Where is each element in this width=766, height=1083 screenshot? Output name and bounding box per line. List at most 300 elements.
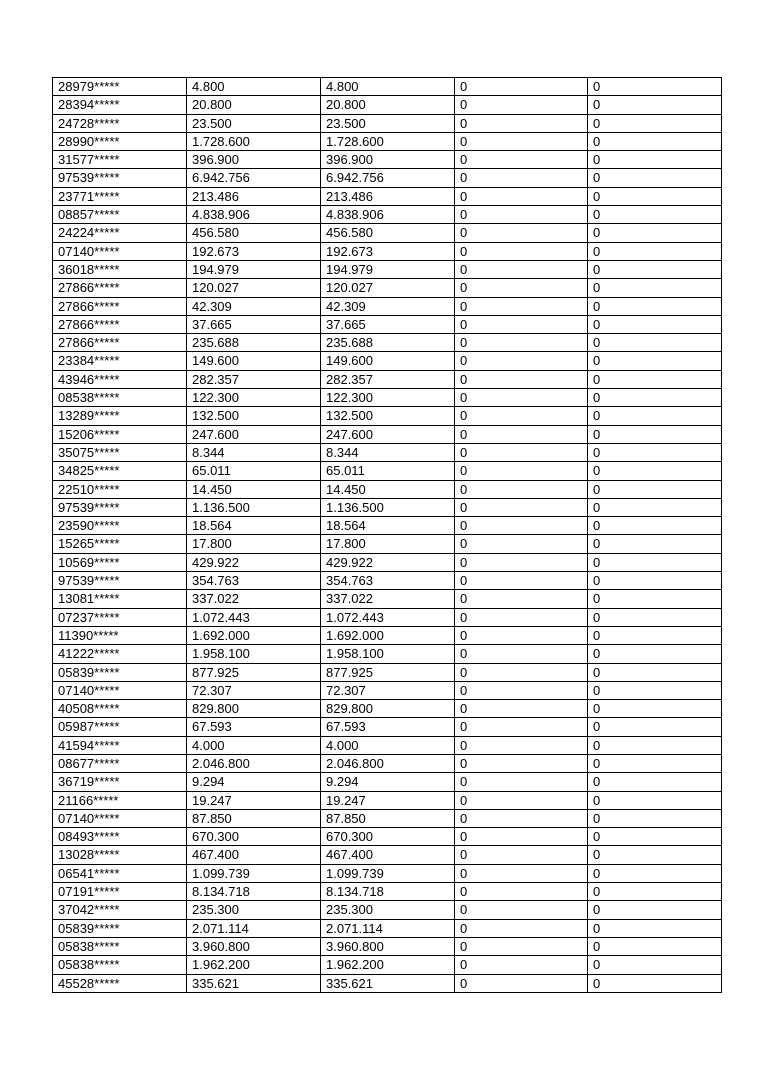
amount-cell: 2.046.800	[187, 754, 321, 772]
table-row	[53, 425, 722, 443]
zero-cell-b: 0	[588, 663, 722, 681]
amount-cell: 9.294	[187, 773, 321, 791]
zero-cell-a: 0	[455, 754, 588, 772]
table-row	[53, 937, 722, 955]
zero-cell-b: 0	[588, 956, 722, 974]
id-cell: 22510*****	[53, 480, 187, 498]
id-cell: 40508*****	[53, 700, 187, 718]
id-cell: 13289*****	[53, 407, 187, 425]
zero-cell-a: 0	[455, 462, 588, 480]
zero-cell-b: 0	[588, 864, 722, 882]
amount-copy-cell: 213.486	[321, 187, 455, 205]
amount-copy-cell: 192.673	[321, 242, 455, 260]
id-cell: 08677*****	[53, 754, 187, 772]
amount-cell: 1.072.443	[187, 608, 321, 626]
zero-cell-b: 0	[588, 736, 722, 754]
amount-cell: 1.728.600	[187, 132, 321, 150]
amount-copy-cell: 2.046.800	[321, 754, 455, 772]
id-cell: 10569*****	[53, 553, 187, 571]
zero-cell-a: 0	[455, 901, 588, 919]
zero-cell-a: 0	[455, 315, 588, 333]
amount-cell: 1.136.500	[187, 498, 321, 516]
amount-copy-cell: 354.763	[321, 572, 455, 590]
table-row	[53, 443, 722, 461]
amount-copy-cell: 4.800	[321, 78, 455, 96]
zero-cell-b: 0	[588, 260, 722, 278]
amount-cell: 4.000	[187, 736, 321, 754]
table-row	[53, 791, 722, 809]
zero-cell-b: 0	[588, 242, 722, 260]
zero-cell-a: 0	[455, 681, 588, 699]
zero-cell-a: 0	[455, 608, 588, 626]
amount-cell: 1.962.200	[187, 956, 321, 974]
amount-cell: 1.958.100	[187, 645, 321, 663]
id-cell: 06541*****	[53, 864, 187, 882]
id-cell: 07140*****	[53, 681, 187, 699]
amount-copy-cell: 429.922	[321, 553, 455, 571]
amount-cell: 72.307	[187, 681, 321, 699]
zero-cell-a: 0	[455, 169, 588, 187]
table-row	[53, 242, 722, 260]
table-row	[53, 974, 722, 992]
zero-cell-b: 0	[588, 187, 722, 205]
zero-cell-a: 0	[455, 206, 588, 224]
table-row	[53, 626, 722, 644]
amount-copy-cell: 335.621	[321, 974, 455, 992]
amount-cell: 8.134.718	[187, 883, 321, 901]
table-row	[53, 572, 722, 590]
zero-cell-a: 0	[455, 535, 588, 553]
amount-cell: 192.673	[187, 242, 321, 260]
id-cell: 27866*****	[53, 279, 187, 297]
zero-cell-a: 0	[455, 480, 588, 498]
zero-cell-a: 0	[455, 791, 588, 809]
zero-cell-a: 0	[455, 626, 588, 644]
table-row	[53, 828, 722, 846]
amount-copy-cell: 670.300	[321, 828, 455, 846]
amount-copy-cell: 829.800	[321, 700, 455, 718]
amount-cell: 235.688	[187, 334, 321, 352]
zero-cell-b: 0	[588, 407, 722, 425]
zero-cell-a: 0	[455, 553, 588, 571]
amount-copy-cell: 1.099.739	[321, 864, 455, 882]
zero-cell-a: 0	[455, 590, 588, 608]
zero-cell-b: 0	[588, 279, 722, 297]
amount-cell: 132.500	[187, 407, 321, 425]
zero-cell-b: 0	[588, 919, 722, 937]
id-cell: 08857*****	[53, 206, 187, 224]
table-row	[53, 169, 722, 187]
zero-cell-b: 0	[588, 608, 722, 626]
table-row	[53, 645, 722, 663]
id-cell: 27866*****	[53, 334, 187, 352]
zero-cell-b: 0	[588, 572, 722, 590]
zero-cell-a: 0	[455, 736, 588, 754]
id-cell: 07191*****	[53, 883, 187, 901]
id-cell: 24224*****	[53, 224, 187, 242]
amount-copy-cell: 282.357	[321, 370, 455, 388]
table-row	[53, 407, 722, 425]
id-cell: 05838*****	[53, 956, 187, 974]
zero-cell-a: 0	[455, 260, 588, 278]
amount-cell: 1.099.739	[187, 864, 321, 882]
id-cell: 97539*****	[53, 498, 187, 516]
id-cell: 35075*****	[53, 443, 187, 461]
amount-cell: 282.357	[187, 370, 321, 388]
id-cell: 28990*****	[53, 132, 187, 150]
table-row	[53, 553, 722, 571]
amount-cell: 122.300	[187, 389, 321, 407]
amount-copy-cell: 456.580	[321, 224, 455, 242]
amount-copy-cell: 247.600	[321, 425, 455, 443]
amount-cell: 354.763	[187, 572, 321, 590]
zero-cell-b: 0	[588, 974, 722, 992]
zero-cell-a: 0	[455, 370, 588, 388]
amount-copy-cell: 235.688	[321, 334, 455, 352]
zero-cell-b: 0	[588, 718, 722, 736]
zero-cell-b: 0	[588, 132, 722, 150]
zero-cell-a: 0	[455, 919, 588, 937]
id-cell: 43946*****	[53, 370, 187, 388]
zero-cell-a: 0	[455, 974, 588, 992]
amount-copy-cell: 65.011	[321, 462, 455, 480]
amount-cell: 429.922	[187, 553, 321, 571]
id-cell: 28394*****	[53, 96, 187, 114]
amount-cell: 456.580	[187, 224, 321, 242]
zero-cell-b: 0	[588, 169, 722, 187]
amount-cell: 247.600	[187, 425, 321, 443]
zero-cell-b: 0	[588, 681, 722, 699]
amount-copy-cell: 467.400	[321, 846, 455, 864]
amount-copy-cell: 1.136.500	[321, 498, 455, 516]
amount-cell: 467.400	[187, 846, 321, 864]
zero-cell-b: 0	[588, 352, 722, 370]
table-row	[53, 132, 722, 150]
table-row	[53, 663, 722, 681]
zero-cell-b: 0	[588, 206, 722, 224]
id-cell: 24728*****	[53, 114, 187, 132]
zero-cell-a: 0	[455, 846, 588, 864]
id-cell: 23384*****	[53, 352, 187, 370]
zero-cell-a: 0	[455, 498, 588, 516]
zero-cell-b: 0	[588, 517, 722, 535]
zero-cell-a: 0	[455, 828, 588, 846]
zero-cell-a: 0	[455, 114, 588, 132]
amount-copy-cell: 235.300	[321, 901, 455, 919]
zero-cell-a: 0	[455, 96, 588, 114]
zero-cell-b: 0	[588, 78, 722, 96]
amount-copy-cell: 120.027	[321, 279, 455, 297]
amount-copy-cell: 20.800	[321, 96, 455, 114]
table-row	[53, 260, 722, 278]
zero-cell-b: 0	[588, 315, 722, 333]
amount-copy-cell: 87.850	[321, 809, 455, 827]
id-cell: 97539*****	[53, 169, 187, 187]
amount-cell: 213.486	[187, 187, 321, 205]
table-body	[53, 78, 722, 993]
table-row	[53, 462, 722, 480]
table-row	[53, 919, 722, 937]
zero-cell-b: 0	[588, 645, 722, 663]
amount-copy-cell: 1.692.000	[321, 626, 455, 644]
id-cell: 41594*****	[53, 736, 187, 754]
amount-cell: 37.665	[187, 315, 321, 333]
table-row	[53, 187, 722, 205]
amount-cell: 877.925	[187, 663, 321, 681]
zero-cell-b: 0	[588, 846, 722, 864]
zero-cell-a: 0	[455, 151, 588, 169]
id-cell: 15265*****	[53, 535, 187, 553]
amount-cell: 14.450	[187, 480, 321, 498]
id-cell: 05839*****	[53, 663, 187, 681]
amount-copy-cell: 122.300	[321, 389, 455, 407]
zero-cell-a: 0	[455, 224, 588, 242]
data-table	[52, 77, 722, 993]
amount-cell: 337.022	[187, 590, 321, 608]
zero-cell-a: 0	[455, 700, 588, 718]
amount-copy-cell: 1.072.443	[321, 608, 455, 626]
amount-cell: 1.692.000	[187, 626, 321, 644]
zero-cell-a: 0	[455, 572, 588, 590]
id-cell: 05839*****	[53, 919, 187, 937]
zero-cell-a: 0	[455, 78, 588, 96]
zero-cell-b: 0	[588, 96, 722, 114]
amount-copy-cell: 67.593	[321, 718, 455, 736]
zero-cell-b: 0	[588, 828, 722, 846]
table-row	[53, 681, 722, 699]
zero-cell-a: 0	[455, 279, 588, 297]
id-cell: 07140*****	[53, 809, 187, 827]
table-row	[53, 736, 722, 754]
amount-cell: 4.800	[187, 78, 321, 96]
amount-cell: 120.027	[187, 279, 321, 297]
zero-cell-a: 0	[455, 517, 588, 535]
amount-cell: 335.621	[187, 974, 321, 992]
table-row	[53, 754, 722, 772]
table-row	[53, 224, 722, 242]
table-row	[53, 846, 722, 864]
amount-copy-cell: 17.800	[321, 535, 455, 553]
amount-copy-cell: 2.071.114	[321, 919, 455, 937]
amount-cell: 396.900	[187, 151, 321, 169]
id-cell: 05987*****	[53, 718, 187, 736]
table-row	[53, 718, 722, 736]
amount-cell: 829.800	[187, 700, 321, 718]
id-cell: 15206*****	[53, 425, 187, 443]
amount-copy-cell: 149.600	[321, 352, 455, 370]
id-cell: 07237*****	[53, 608, 187, 626]
amount-copy-cell: 9.294	[321, 773, 455, 791]
table-row	[53, 809, 722, 827]
id-cell: 13081*****	[53, 590, 187, 608]
amount-cell: 8.344	[187, 443, 321, 461]
table-row	[53, 700, 722, 718]
amount-cell: 23.500	[187, 114, 321, 132]
zero-cell-b: 0	[588, 114, 722, 132]
amount-copy-cell: 37.665	[321, 315, 455, 333]
amount-cell: 235.300	[187, 901, 321, 919]
id-cell: 36719*****	[53, 773, 187, 791]
id-cell: 45528*****	[53, 974, 187, 992]
amount-cell: 67.593	[187, 718, 321, 736]
zero-cell-b: 0	[588, 535, 722, 553]
zero-cell-b: 0	[588, 443, 722, 461]
table-row	[53, 535, 722, 553]
table-row	[53, 608, 722, 626]
zero-cell-b: 0	[588, 224, 722, 242]
zero-cell-a: 0	[455, 132, 588, 150]
table-row	[53, 480, 722, 498]
zero-cell-b: 0	[588, 626, 722, 644]
zero-cell-b: 0	[588, 809, 722, 827]
id-cell: 28979*****	[53, 78, 187, 96]
table-row	[53, 590, 722, 608]
zero-cell-a: 0	[455, 334, 588, 352]
amount-cell: 87.850	[187, 809, 321, 827]
table-row	[53, 297, 722, 315]
table-row	[53, 498, 722, 516]
amount-copy-cell: 4.838.906	[321, 206, 455, 224]
zero-cell-b: 0	[588, 773, 722, 791]
amount-copy-cell: 72.307	[321, 681, 455, 699]
amount-cell: 670.300	[187, 828, 321, 846]
id-cell: 21166*****	[53, 791, 187, 809]
amount-cell: 19.247	[187, 791, 321, 809]
zero-cell-a: 0	[455, 809, 588, 827]
amount-cell: 20.800	[187, 96, 321, 114]
table-row	[53, 901, 722, 919]
zero-cell-a: 0	[455, 425, 588, 443]
zero-cell-a: 0	[455, 956, 588, 974]
id-cell: 23771*****	[53, 187, 187, 205]
zero-cell-a: 0	[455, 937, 588, 955]
zero-cell-a: 0	[455, 883, 588, 901]
amount-copy-cell: 337.022	[321, 590, 455, 608]
table-row	[53, 151, 722, 169]
id-cell: 07140*****	[53, 242, 187, 260]
table-row	[53, 517, 722, 535]
zero-cell-a: 0	[455, 242, 588, 260]
amount-copy-cell: 19.247	[321, 791, 455, 809]
zero-cell-b: 0	[588, 480, 722, 498]
id-cell: 36018*****	[53, 260, 187, 278]
table-row	[53, 114, 722, 132]
zero-cell-b: 0	[588, 700, 722, 718]
zero-cell-b: 0	[588, 590, 722, 608]
zero-cell-a: 0	[455, 645, 588, 663]
amount-copy-cell: 8.134.718	[321, 883, 455, 901]
id-cell: 97539*****	[53, 572, 187, 590]
zero-cell-a: 0	[455, 718, 588, 736]
zero-cell-b: 0	[588, 498, 722, 516]
amount-copy-cell: 42.309	[321, 297, 455, 315]
amount-cell: 149.600	[187, 352, 321, 370]
zero-cell-b: 0	[588, 425, 722, 443]
id-cell: 08538*****	[53, 389, 187, 407]
id-cell: 11390*****	[53, 626, 187, 644]
amount-copy-cell: 3.960.800	[321, 937, 455, 955]
zero-cell-b: 0	[588, 370, 722, 388]
amount-copy-cell: 1.728.600	[321, 132, 455, 150]
zero-cell-b: 0	[588, 334, 722, 352]
amount-copy-cell: 194.979	[321, 260, 455, 278]
id-cell: 37042*****	[53, 901, 187, 919]
table-row	[53, 315, 722, 333]
amount-copy-cell: 396.900	[321, 151, 455, 169]
zero-cell-a: 0	[455, 297, 588, 315]
amount-cell: 194.979	[187, 260, 321, 278]
amount-cell: 4.838.906	[187, 206, 321, 224]
table-row	[53, 78, 722, 96]
amount-copy-cell: 877.925	[321, 663, 455, 681]
zero-cell-a: 0	[455, 407, 588, 425]
amount-cell: 6.942.756	[187, 169, 321, 187]
zero-cell-a: 0	[455, 389, 588, 407]
zero-cell-a: 0	[455, 187, 588, 205]
amount-cell: 3.960.800	[187, 937, 321, 955]
zero-cell-b: 0	[588, 553, 722, 571]
zero-cell-b: 0	[588, 937, 722, 955]
zero-cell-b: 0	[588, 901, 722, 919]
amount-cell: 2.071.114	[187, 919, 321, 937]
zero-cell-a: 0	[455, 663, 588, 681]
table-row	[53, 206, 722, 224]
id-cell: 05838*****	[53, 937, 187, 955]
id-cell: 13028*****	[53, 846, 187, 864]
id-cell: 34825*****	[53, 462, 187, 480]
id-cell: 08493*****	[53, 828, 187, 846]
table-row	[53, 334, 722, 352]
zero-cell-a: 0	[455, 773, 588, 791]
amount-copy-cell: 1.962.200	[321, 956, 455, 974]
amount-copy-cell: 6.942.756	[321, 169, 455, 187]
id-cell: 23590*****	[53, 517, 187, 535]
amount-copy-cell: 4.000	[321, 736, 455, 754]
amount-copy-cell: 18.564	[321, 517, 455, 535]
zero-cell-b: 0	[588, 883, 722, 901]
amount-copy-cell: 1.958.100	[321, 645, 455, 663]
amount-copy-cell: 23.500	[321, 114, 455, 132]
table-row	[53, 352, 722, 370]
table-row	[53, 279, 722, 297]
table-row	[53, 956, 722, 974]
id-cell: 31577*****	[53, 151, 187, 169]
table-row	[53, 883, 722, 901]
table-row	[53, 370, 722, 388]
zero-cell-b: 0	[588, 754, 722, 772]
id-cell: 27866*****	[53, 315, 187, 333]
amount-cell: 17.800	[187, 535, 321, 553]
amount-copy-cell: 8.344	[321, 443, 455, 461]
amount-copy-cell: 132.500	[321, 407, 455, 425]
table-row	[53, 864, 722, 882]
table-row	[53, 389, 722, 407]
table-row	[53, 773, 722, 791]
zero-cell-a: 0	[455, 352, 588, 370]
zero-cell-b: 0	[588, 462, 722, 480]
zero-cell-b: 0	[588, 791, 722, 809]
table-row	[53, 96, 722, 114]
zero-cell-b: 0	[588, 389, 722, 407]
zero-cell-a: 0	[455, 864, 588, 882]
amount-copy-cell: 14.450	[321, 480, 455, 498]
id-cell: 27866*****	[53, 297, 187, 315]
zero-cell-a: 0	[455, 443, 588, 461]
amount-cell: 42.309	[187, 297, 321, 315]
amount-cell: 18.564	[187, 517, 321, 535]
zero-cell-b: 0	[588, 151, 722, 169]
id-cell: 41222*****	[53, 645, 187, 663]
